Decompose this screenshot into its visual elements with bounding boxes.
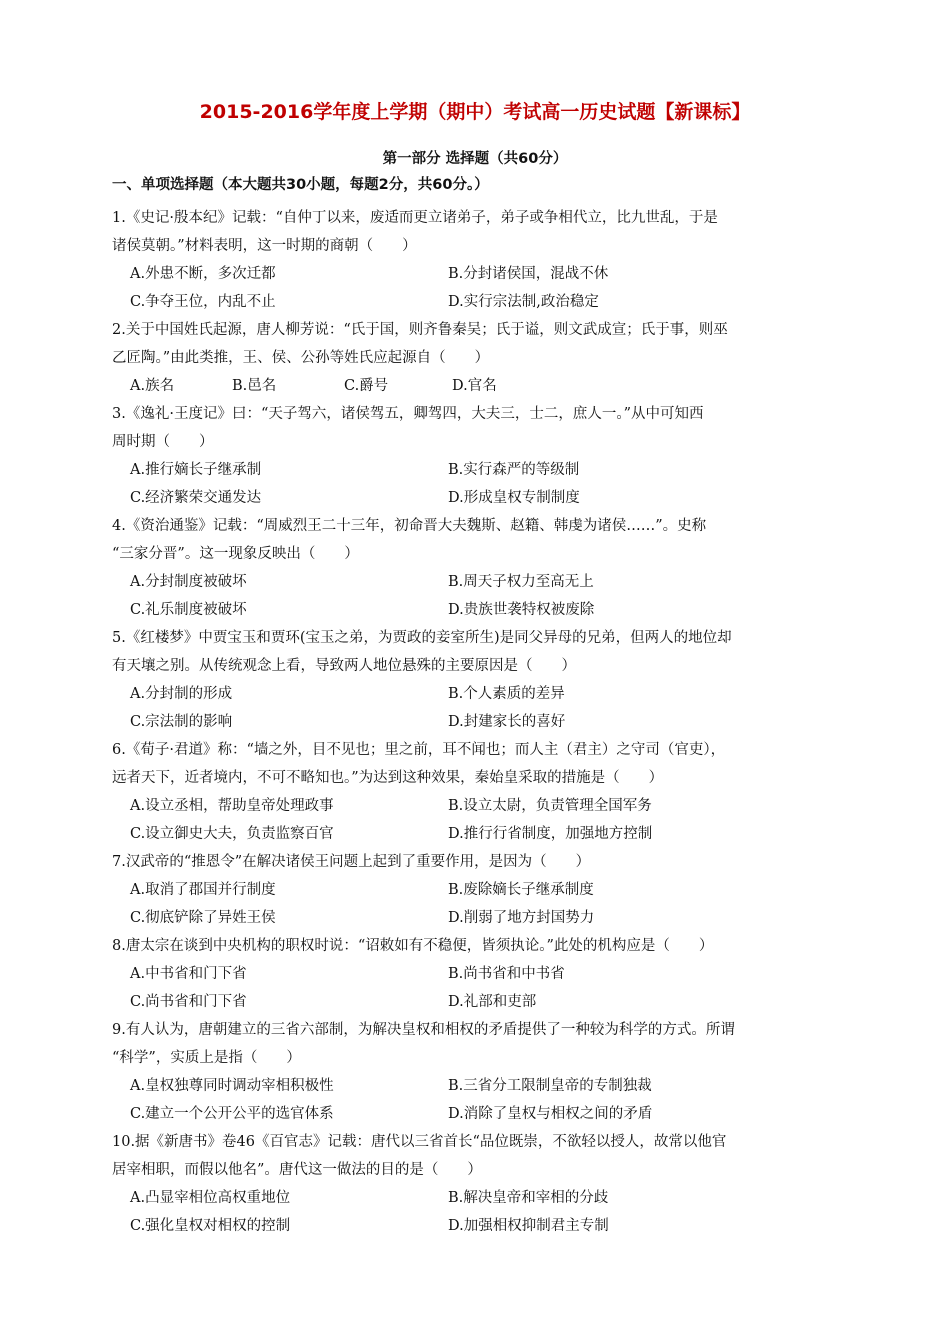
question-stem-line: 3.《逸礼·王度记》曰：“天子驾六，诸侯驾五，卿驾四，大夫三，士二，庶人一。”从中可知西 (112, 406, 704, 422)
option-d: D.推行行省制度，加强地方控制 (448, 826, 653, 842)
option-a: A.推行嫡长子继承制 (130, 462, 262, 478)
option-c: C.设立御史大夫，负责监察百官 (130, 826, 334, 842)
question-stem-line: 远者天下，近者境内，不可不略知也。”为达到这种效果，秦始皇采取的措施是（ ） (112, 770, 664, 786)
question-stem-line: 5.《红楼梦》中贾宝玉和贾环(宝玉之弟，为贾政的妾室所生)是同父异母的兄弟，但两人的地位却 (112, 630, 732, 646)
part-heading: 第一部分 选择题（共60分） (382, 151, 568, 167)
option-b: B.邑名 (232, 378, 277, 394)
option-a: A.外患不断，多次迁都 (130, 266, 276, 282)
option-d: D.加强相权抑制君主专制 (448, 1218, 609, 1234)
question-stem-line: “科学”，实质上是指（ ） (112, 1050, 301, 1066)
question-stem-line: 周时期（ ） (112, 434, 214, 450)
option-c: C.建立一个公开公平的选官体系 (130, 1106, 334, 1122)
option-row (112, 708, 842, 736)
option-c: C.经济繁荣交通发达 (130, 490, 262, 506)
question-stem-line: 1.《史记·殷本纪》记载：“自仲丁以来，废适而更立诸弟子，弟子或争相代立，比九世乱，于是 (112, 210, 718, 226)
option-row (112, 1100, 842, 1128)
question-2 (112, 316, 842, 400)
option-row (112, 260, 842, 288)
question-stem-line: 居宰相职，而假以他名”。唐代这一做法的目的是（ ） (112, 1162, 482, 1178)
option-c: C.礼乐制度被破坏 (130, 602, 247, 618)
option-d: D.消除了皇权与相权之间的矛盾 (448, 1106, 653, 1122)
option-d: D.封建家长的喜好 (448, 714, 566, 730)
option-row (112, 876, 842, 904)
question-10 (112, 1128, 842, 1240)
option-d: D.官名 (452, 378, 497, 394)
option-b: B.解决皇帝和宰相的分歧 (448, 1190, 609, 1206)
option-d: D.形成皇权专制制度 (448, 490, 580, 506)
question-stem-line: 10.据《新唐书》卷46《百官志》记载：唐代以三省首长“品位既崇，不欲轻以授人，故常以他官 (112, 1134, 727, 1150)
question-stem-line: 有天壤之别。从传统观念上看，导致两人地位悬殊的主要原因是（ ） (112, 658, 576, 674)
question-list (112, 204, 842, 1240)
option-c: C.宗法制的影响 (130, 714, 233, 730)
option-row (112, 484, 842, 512)
option-d: D.实行宗法制,政治稳定 (448, 294, 599, 310)
option-row (112, 904, 842, 932)
option-a: A.分封制度被破坏 (130, 574, 247, 590)
question-stem-line: 9.有人认为，唐朝建立的三省六部制，为解决皇权和相权的矛盾提供了一种较为科学的方式。所谓 (112, 1022, 735, 1038)
option-row (112, 372, 842, 400)
option-row (112, 680, 842, 708)
option-a: A.皇权独尊同时调动宰相积极性 (130, 1078, 334, 1094)
question-8 (112, 932, 842, 1016)
question-6 (112, 736, 842, 848)
option-row (112, 456, 842, 484)
option-b: B.尚书省和中书省 (448, 966, 565, 982)
option-row (112, 596, 842, 624)
question-stem-line: “三家分晋”。这一现象反映出（ ） (112, 546, 359, 562)
option-c: C.强化皇权对相权的控制 (130, 1218, 291, 1234)
option-a: A.凸显宰相位高权重地位 (130, 1190, 291, 1206)
question-stem-line: 7.汉武帝的“推恩令”在解决诸侯王问题上起到了重要作用，是因为（ ） (112, 854, 591, 870)
question-7 (112, 848, 842, 932)
option-row (112, 820, 842, 848)
question-stem-line: 2.关于中国姓氏起源，唐人柳芳说：“氏于国，则齐鲁秦吴；氏于谥，则文武成宣；氏于事，则巫 (112, 322, 728, 338)
option-a: A.分封制的形成 (130, 686, 233, 702)
option-a: A.设立丞相，帮助皇帝处理政事 (130, 798, 334, 814)
question-stem-line: 乙匠陶。”由此类推，王、侯、公孙等姓氏应起源自（ ） (112, 350, 490, 366)
question-stem-line: 8.唐太宗在谈到中央机构的职权时说：“诏敕如有不稳便，皆须执论。”此处的机构应是（ ） (112, 938, 714, 954)
option-d: D.贵族世袭特权被废除 (448, 602, 595, 618)
option-row (112, 1072, 842, 1100)
option-row (112, 568, 842, 596)
option-c: C.爵号 (344, 378, 389, 394)
question-stem-line: 诸侯莫朝。”材料表明，这一时期的商朝（ ） (112, 238, 417, 254)
option-b: B.实行森严的等级制 (448, 462, 580, 478)
option-row (112, 988, 842, 1016)
option-b: B.分封诸侯国，混战不休 (448, 266, 609, 282)
question-1 (112, 204, 842, 316)
option-b: B.设立太尉，负责管理全国军务 (448, 798, 652, 814)
option-b: B.个人素质的差异 (448, 686, 565, 702)
option-b: B.周天子权力至高无上 (448, 574, 594, 590)
question-9 (112, 1016, 842, 1128)
option-row (112, 1184, 842, 1212)
question-5 (112, 624, 842, 736)
option-d: D.礼部和吏部 (448, 994, 537, 1010)
option-d: D.削弱了地方封国势力 (448, 910, 595, 926)
option-c: C.彻底铲除了异姓王侯 (130, 910, 276, 926)
option-b: B.三省分工限制皇帝的专制独裁 (448, 1078, 652, 1094)
question-3 (112, 400, 842, 512)
option-row (112, 792, 842, 820)
option-row (112, 288, 842, 316)
exam-title: 2015-2016学年度上学期（期中）考试高一历史试题【新课标】 (199, 101, 751, 123)
question-stem-line: 6.《荀子·君道》称：“墙之外，目不见也；里之前，耳不闻也；而人主（君主）之守司（官吏）， (112, 742, 726, 758)
option-row (112, 1212, 842, 1240)
section-heading: 一、单项选择题（本大题共30小题，每题2分，共60分。） (112, 177, 489, 193)
option-row (112, 960, 842, 988)
question-stem-line: 4.《资治通鉴》记载：“周威烈王二十三年，初命晋大夫魏斯、赵籍、韩虔为诸侯……”。史称 (112, 518, 707, 534)
option-a: A.中书省和门下省 (130, 966, 247, 982)
option-a: A.取消了郡国并行制度 (130, 882, 276, 898)
option-b: B.废除嫡长子继承制度 (448, 882, 594, 898)
option-a: A.族名 (130, 378, 175, 394)
option-c: C.争夺王位，内乱不止 (130, 294, 276, 310)
question-4 (112, 512, 842, 624)
option-c: C.尚书省和门下省 (130, 994, 247, 1010)
